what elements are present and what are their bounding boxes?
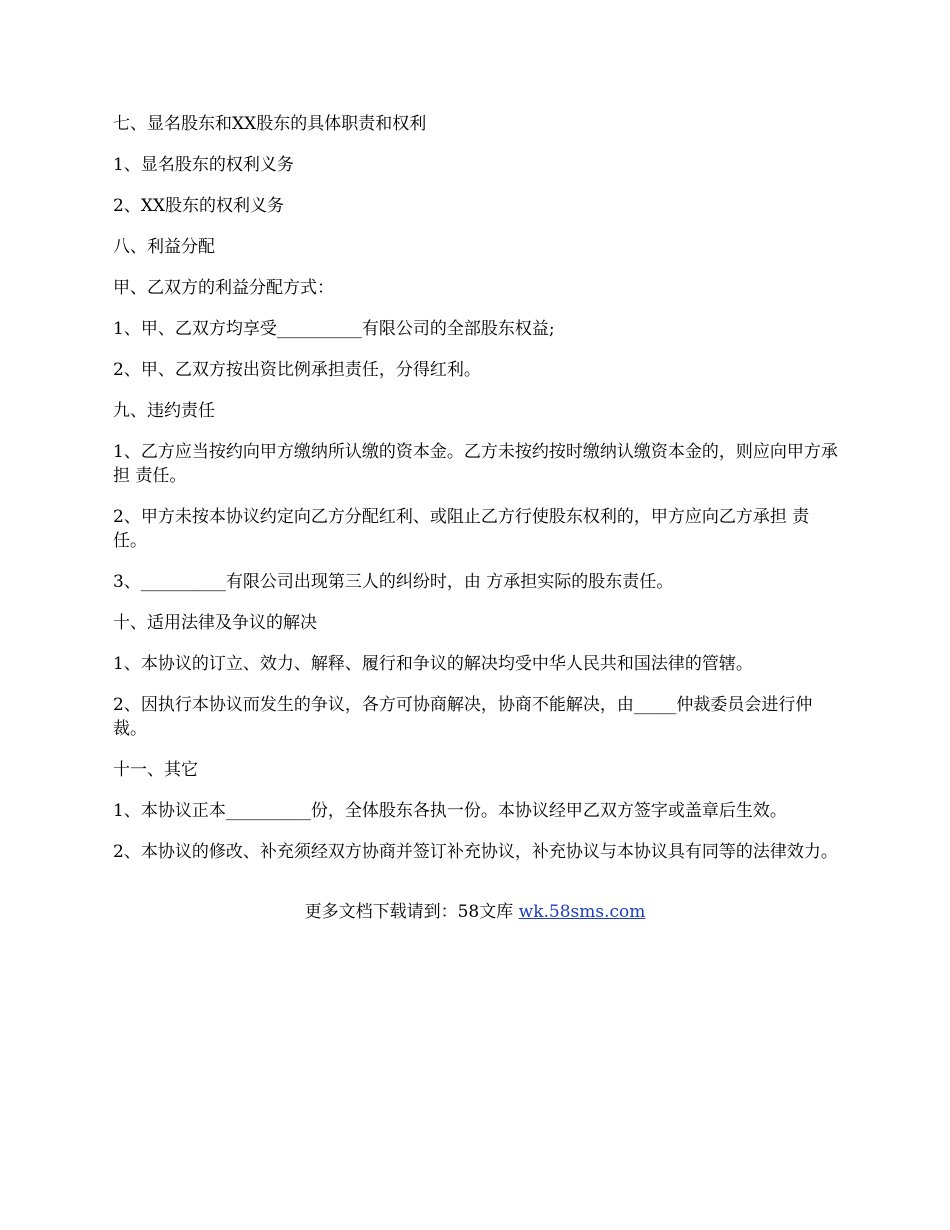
footer-link[interactable]: wk.58sms.com (518, 902, 646, 922)
footer (0, 900, 950, 924)
section-heading-7: 七、显名股东和XX股东的具体职责和权利 (113, 114, 427, 134)
clause-10-2: 2、因执行本协议而发生的争议，各方可协商解决，协商不能解决，由_____仲裁委员会进行仲裁。 (113, 695, 813, 739)
clause-8-intro: 甲、乙双方的利益分配方式： (113, 278, 334, 298)
section-heading-9: 九、违约责任 (113, 401, 215, 421)
document-body (113, 112, 843, 881)
clause-7-2: 2、XX股东的权利义务 (113, 196, 285, 216)
clause-7-1: 1、显名股东的权利义务 (113, 155, 294, 175)
section-heading-11: 十一、其它 (113, 760, 198, 780)
section-heading-10: 十、适用法律及争议的解决 (113, 613, 317, 633)
clause-10-1: 1、本协议的订立、效力、解释、履行和争议的解决均受中华人民共和国法律的管辖。 (113, 654, 753, 674)
section-heading-8: 八、利益分配 (113, 237, 215, 257)
clause-11-1: 1、本协议正本__________份，全体股东各执一份。本协议经甲乙双方签字或盖章后生效。 (113, 801, 787, 821)
footer-text: 更多文档下载请到：58文库 (304, 902, 519, 922)
clause-11-2: 2、本协议的修改、补充须经双方协商并签订补充协议，补充协议与本协议具有同等的法律效力。 (113, 842, 838, 862)
clause-8-1: 1、甲、乙双方均享受__________有限公司的全部股东权益; (113, 319, 555, 339)
clause-9-1: 1、乙方应当按约向甲方缴纳所认缴的资本金。乙方未按约按时缴纳认缴资本金的，则应向甲方承担 责任。 (113, 442, 838, 486)
clause-9-2: 2、甲方未按本协议约定向乙方分配红利、或阻止乙方行使股东权利的，甲方应向乙方承担 责任。 (113, 507, 810, 551)
clause-8-2: 2、甲、乙双方按出资比例承担责任，分得红利。 (113, 360, 481, 380)
clause-9-3: 3、__________有限公司出现第三人的纠纷时，由 方承担实际的股东责任。 (113, 572, 674, 592)
